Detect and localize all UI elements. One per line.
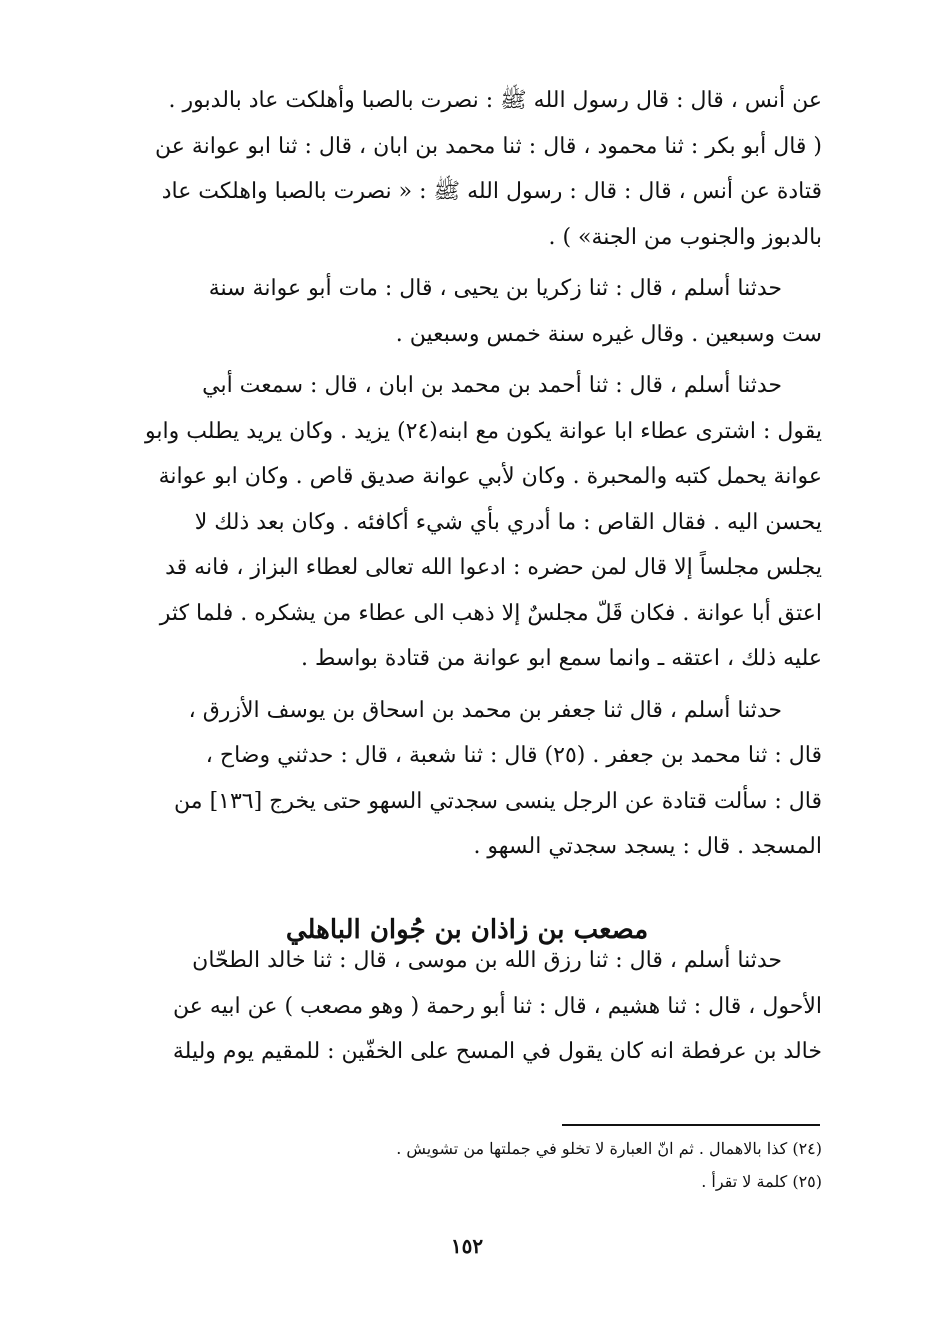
paragraph-1: [128, 78, 822, 260]
text-line: عوانة يحمل كتبه والمحبرة . وكان لأبي عوانة صديق قاص . وكان ابو عوانة: [158, 464, 822, 489]
text-line: عن أنس ، قال : قال رسول الله ﷺ : نصرت بالصبا وأهلكت عاد بالدبور .: [168, 88, 822, 113]
footnotes: [362, 1132, 822, 1198]
text-block-bottom: [128, 938, 822, 1075]
text-line: يجلس مجلساً إلا قال لمن حضره : ادعوا الله تعالى لعطاء البزاز ، فانه قد: [165, 555, 822, 580]
paragraph-2: [128, 266, 822, 357]
text-line: يقول : اشترى عطاء ابا عوانة يكون مع ابنه(٢٤) يزيد . وكان يريد يطلب وابو: [144, 418, 822, 444]
text-block-top: [128, 78, 822, 870]
footnote-24: (٢٤) كذا بالاهمال . ثم انّ العبارة لا تخلو في جملتها من تشويش .: [396, 1139, 822, 1158]
text-line: حدثنا أسلم ، قال : ثنا رزق الله بن موسى ، قال : ثنا خالد الطحّان: [192, 948, 782, 973]
section-heading: مصعب بن زاذان بن جُوان الباهلي: [285, 914, 649, 945]
paragraph-3: [128, 363, 822, 682]
text-line: اعتق أبا عوانة . فكان قَلّ مجلسٌ إلا ذهب الى عطاء من يشكره . فلما كثر: [159, 600, 822, 626]
text-line: الأحول ، قال : ثنا هشيم ، قال : ثنا أبو رحمة ( وهو مصعب ) عن ابيه عن: [173, 993, 822, 1019]
text-line: قال : ثنا محمد بن جعفر . (٢٥) قال : ثنا شعبة ، قال : حدثني وضاح ،: [205, 743, 822, 768]
text-line: ست وسبعين . وقال غيره سنة خمس وسبعين .: [395, 321, 822, 347]
text-line: حدثنا أسلم ، قال : ثنا زكريا بن يحيى ، قال : مات أبو عوانة سنة: [208, 276, 782, 301]
text-line: ( قال أبو بكر : ثنا محمود ، قال : ثنا محمد بن ابان ، قال : ثنا ابو عوانة عن: [155, 133, 822, 159]
text-line: خالد بن عرفطة انه كان يقول في المسح على الخفّين : للمقيم يوم وليلة: [172, 1039, 822, 1064]
page-number: ١٥٢: [450, 1234, 484, 1258]
text-line: المسجد . قال : يسجد سجدتي السهو .: [473, 834, 822, 859]
text-line: حدثنا أسلم ، قال : ثنا أحمد بن محمد بن ابان ، قال : سمعت أبي: [202, 373, 782, 398]
text-line: حدثنا أسلم ، قال ثنا جعفر بن محمد بن اسحاق بن يوسف الأزرق ،: [188, 697, 782, 723]
text-line: قتادة عن أنس ، قال : قال : رسول الله ﷺ : « نصرت بالصبا واهلكت عاد: [161, 179, 822, 204]
text-line: بالدبوز والجنوب من الجنة» ) .: [548, 224, 822, 250]
text-line: يحسن اليه . فقال القاص : ما أدري بأي شيء أكافئه . وكان بعد ذلك لا: [194, 509, 822, 535]
footnote-divider: [562, 1124, 820, 1126]
text-line: عليه ذلك ، اعتقه ـ وانما سمع ابو عوانة من قتادة بواسط .: [300, 646, 822, 671]
footnote-25: (٢٥) كلمة لا تقرأ .: [701, 1172, 822, 1191]
paragraph-4: [128, 688, 822, 870]
paragraph-5: [128, 938, 822, 1075]
text-line: قال : سألت قتادة عن الرجل ينسى سجدتي السهو حتى يخرج [١٣٦] من: [174, 788, 822, 814]
